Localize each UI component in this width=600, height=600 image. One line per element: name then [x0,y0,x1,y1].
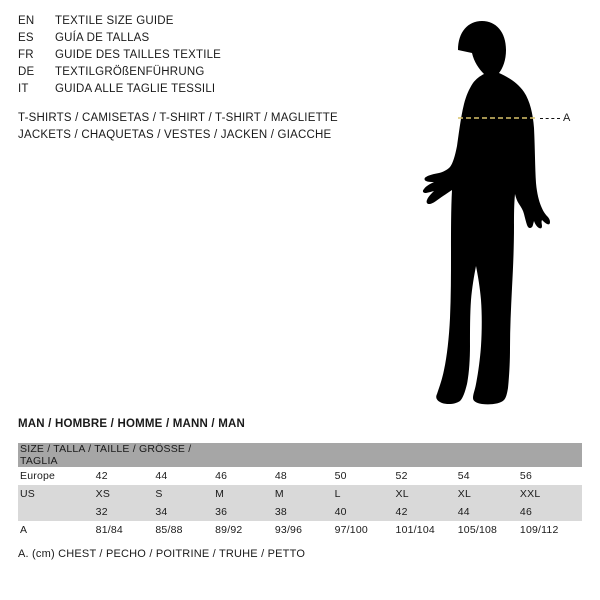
table-cell: XS [96,485,156,503]
table-cell: 109/112 [520,521,582,539]
table-cell: 93/96 [275,521,335,539]
garment-line-jackets: JACKETS / CHAQUETAS / VESTES / JACKEN / GIACCHE [18,129,332,141]
language-text: TEXTILGRÖßENFÜHRUNG [55,66,205,78]
table-cell: 54 [458,467,520,485]
table-cell: 50 [335,467,396,485]
table-cell: M [275,485,335,503]
table-cell: 32 [96,503,156,521]
language-row [18,15,378,32]
table-cell: 105/108 [458,521,520,539]
table-cell: 44 [155,467,215,485]
footnote: A. (cm) CHEST / PECHO / POITRINE / TRUHE / PETTO [18,548,306,560]
row-label: A [18,521,96,539]
row-label [18,503,96,521]
table-cell: 89/92 [215,521,275,539]
language-text: GUÍA DE TALLAS [55,32,150,44]
body-figure [400,8,600,408]
row-label: Europe [18,467,96,485]
callout-label-a: A [563,112,571,124]
language-row [18,32,378,49]
language-text: GUIDE DES TAILLES TEXTILE [55,49,222,61]
table-cell: 81/84 [96,521,156,539]
table-cell: 101/104 [396,521,458,539]
male-silhouette-icon [400,8,600,408]
table-cell: S [155,485,215,503]
size-table [18,443,582,539]
language-text: TEXTILE SIZE GUIDE [55,15,174,27]
table-row [18,503,582,521]
table-row [18,485,582,503]
table-cell: XXL [520,485,582,503]
table-cell: 40 [335,503,396,521]
table-cell: 48 [275,467,335,485]
language-code: FR [18,49,34,61]
row-label: US [18,485,96,503]
table-cell: 97/100 [335,521,396,539]
table-row [18,521,582,539]
language-code: ES [18,32,34,44]
table-header-label: SIZE / TALLA / TAILLE / GRÖSSE / TAGLIA [18,443,215,467]
table-cell: 56 [520,467,582,485]
language-text: GUIDA ALLE TAGLIE TESSILI [55,83,216,95]
table-cell: 46 [215,467,275,485]
table-cell: 85/88 [155,521,215,539]
language-row [18,49,378,66]
garment-category-list [18,110,418,144]
language-code: IT [18,83,29,95]
callout-leader-line [540,118,560,119]
language-row [18,83,378,100]
table-cell: 52 [396,467,458,485]
table-cell: L [335,485,396,503]
language-code: DE [18,66,35,78]
table-cell: M [215,485,275,503]
language-code: EN [18,15,35,27]
language-row [18,66,378,83]
table-cell: 42 [96,467,156,485]
table-row [18,467,582,485]
table-cell: 36 [215,503,275,521]
table-cell: XL [458,485,520,503]
table-cell: 38 [275,503,335,521]
table-cell: 44 [458,503,520,521]
table-title: MAN / HOMBRE / HOMME / MANN / MAN [18,418,246,430]
table-cell: XL [396,485,458,503]
table-cell: 46 [520,503,582,521]
table-header-row [18,443,582,467]
language-list [18,15,378,100]
garment-line-tshirts: T-SHIRTS / CAMISETAS / T-SHIRT / T-SHIRT / MAGLIETTE [18,112,338,124]
table-cell: 34 [155,503,215,521]
table-cell: 42 [396,503,458,521]
